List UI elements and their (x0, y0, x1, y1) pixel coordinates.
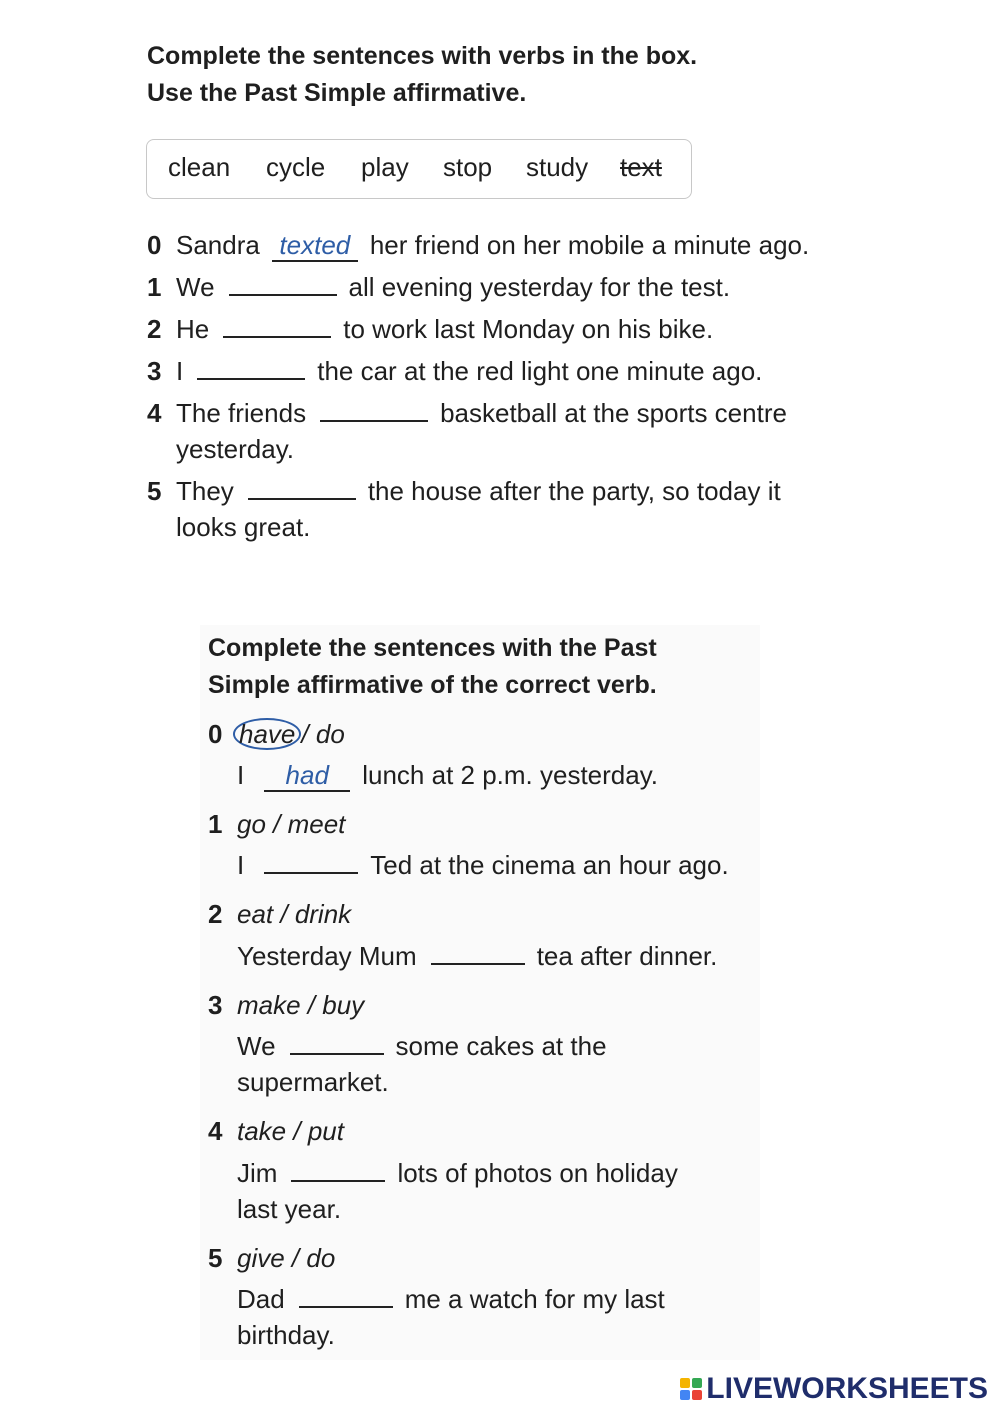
item-text-after: tea after dinner. (536, 941, 718, 971)
item-number: 3 (208, 990, 223, 1020)
item-text-before: I (237, 850, 245, 880)
exercise1-heading-line1: Complete the sentences with verbs in the box. (147, 42, 698, 70)
item-text-after: the house after the party, so today it (367, 476, 781, 506)
option-two: do (315, 719, 345, 749)
item-text-after: basketball at the sports centre (440, 398, 787, 428)
exercise1-heading-line2: Use the Past Simple affirmative. (147, 79, 527, 107)
circled-option: have (233, 718, 301, 750)
answer-blank: had (264, 760, 350, 792)
answer-blank[interactable] (299, 1284, 393, 1308)
item-text-before: They (176, 476, 234, 506)
item-text-before: Dad (237, 1284, 285, 1314)
item-number: 4 (208, 1116, 223, 1146)
verb-options: make / buy (237, 990, 365, 1020)
logo-mark-icon (680, 1378, 702, 1400)
item-number: 1 (208, 809, 223, 839)
item-number: 2 (147, 314, 162, 344)
item-text-after: her friend on her mobile a minute ago. (369, 230, 810, 260)
ex1-item-1 (147, 269, 730, 305)
exercise2-heading-line2: Simple affirmative of the correct verb. (208, 671, 657, 699)
item-text-before: We (176, 272, 215, 302)
ex2-item-2-options (208, 896, 351, 932)
answer-blank[interactable] (248, 476, 356, 500)
item-text-after: lots of photos on holiday (397, 1158, 678, 1188)
ex2-item-3-options (208, 987, 364, 1023)
item-text-after: all evening yesterday for the test. (348, 272, 731, 302)
exercise2-heading-line1: Complete the sentences with the Past (208, 634, 657, 662)
exercise2-heading (208, 630, 657, 704)
item-number: 5 (208, 1243, 223, 1273)
item-text-before: I (237, 760, 245, 790)
ex2-item-4-sentence (237, 1155, 678, 1191)
item-text-after: lunch at 2 p.m. yesterday. (362, 760, 659, 790)
item-number: 3 (147, 356, 162, 386)
answer-blank: texted (272, 230, 358, 262)
ex2-item-0-sentence (237, 757, 658, 793)
item-text-before: Sandra (176, 230, 260, 260)
box-word-play: play (361, 152, 409, 182)
item-text-after: the car at the red light one minute ago. (317, 356, 763, 386)
item-text-after: Ted at the cinema an hour ago. (370, 850, 729, 880)
ex2-item-4-options (208, 1113, 344, 1149)
ex1-item-4-continuation: yesterday. (176, 434, 295, 464)
ex2-item-5-options (208, 1240, 335, 1276)
item-text-after: to work last Monday on his bike. (343, 314, 714, 344)
ex1-item-5 (147, 473, 781, 509)
box-word-clean: clean (168, 152, 231, 182)
item-number: 0 (208, 719, 223, 749)
item-text-before: I (176, 356, 184, 386)
ex1-item-0 (147, 227, 809, 263)
ex2-item-3-sentence (237, 1028, 607, 1064)
verb-options: take / put (237, 1116, 344, 1146)
item-text-after: some cakes at the (395, 1031, 607, 1061)
item-text-before: We (237, 1031, 276, 1061)
item-text-before: Yesterday Mum (237, 941, 417, 971)
verb-options: go / meet (237, 809, 346, 839)
box-word-study: study (526, 152, 589, 182)
ex2-item-2-sentence (237, 938, 717, 974)
item-number: 0 (147, 230, 162, 260)
item-number: 4 (147, 398, 162, 428)
liveworksheets-logo (680, 1372, 988, 1406)
verb-options: eat / drink (237, 899, 352, 929)
box-word-cycle: cycle (266, 152, 326, 182)
answer-blank[interactable] (431, 941, 525, 965)
ex2-item-0-options (208, 716, 345, 752)
item-number: 1 (147, 272, 162, 302)
ex2-item-1-sentence (237, 847, 729, 883)
item-text-after: me a watch for my last (404, 1284, 665, 1314)
ex1-item-3 (147, 353, 762, 389)
item-text-before: Jim (237, 1158, 278, 1188)
answer-blank[interactable] (229, 272, 337, 296)
ex2-item-4-continuation: last year. (237, 1194, 342, 1224)
item-text-before: He (176, 314, 210, 344)
answer-blank[interactable] (291, 1158, 385, 1182)
box-word-stop: stop (443, 152, 493, 182)
answer-blank[interactable] (290, 1031, 384, 1055)
box-word-text: text (620, 152, 662, 182)
logo-text: LIVEWORKSHEETS (706, 1372, 988, 1405)
ex1-item-4 (147, 395, 787, 431)
option-separator: / (301, 719, 309, 749)
ex1-item-2 (147, 311, 713, 347)
answer-blank[interactable] (223, 314, 331, 338)
answer-blank[interactable] (264, 850, 358, 874)
verb-options: give / do (237, 1243, 336, 1273)
ex2-item-5-continuation: birthday. (237, 1320, 335, 1350)
answer-blank[interactable] (197, 356, 305, 380)
item-text-before: The friends (176, 398, 307, 428)
answer-blank[interactable] (320, 398, 428, 422)
item-number: 2 (208, 899, 223, 929)
exercise1-heading (147, 38, 697, 112)
item-number: 5 (147, 476, 162, 506)
ex2-item-3-continuation: supermarket. (237, 1067, 389, 1097)
ex2-item-5-sentence (237, 1281, 665, 1317)
ex1-item-5-continuation: looks great. (176, 512, 311, 542)
ex2-item-1-options (208, 806, 345, 842)
